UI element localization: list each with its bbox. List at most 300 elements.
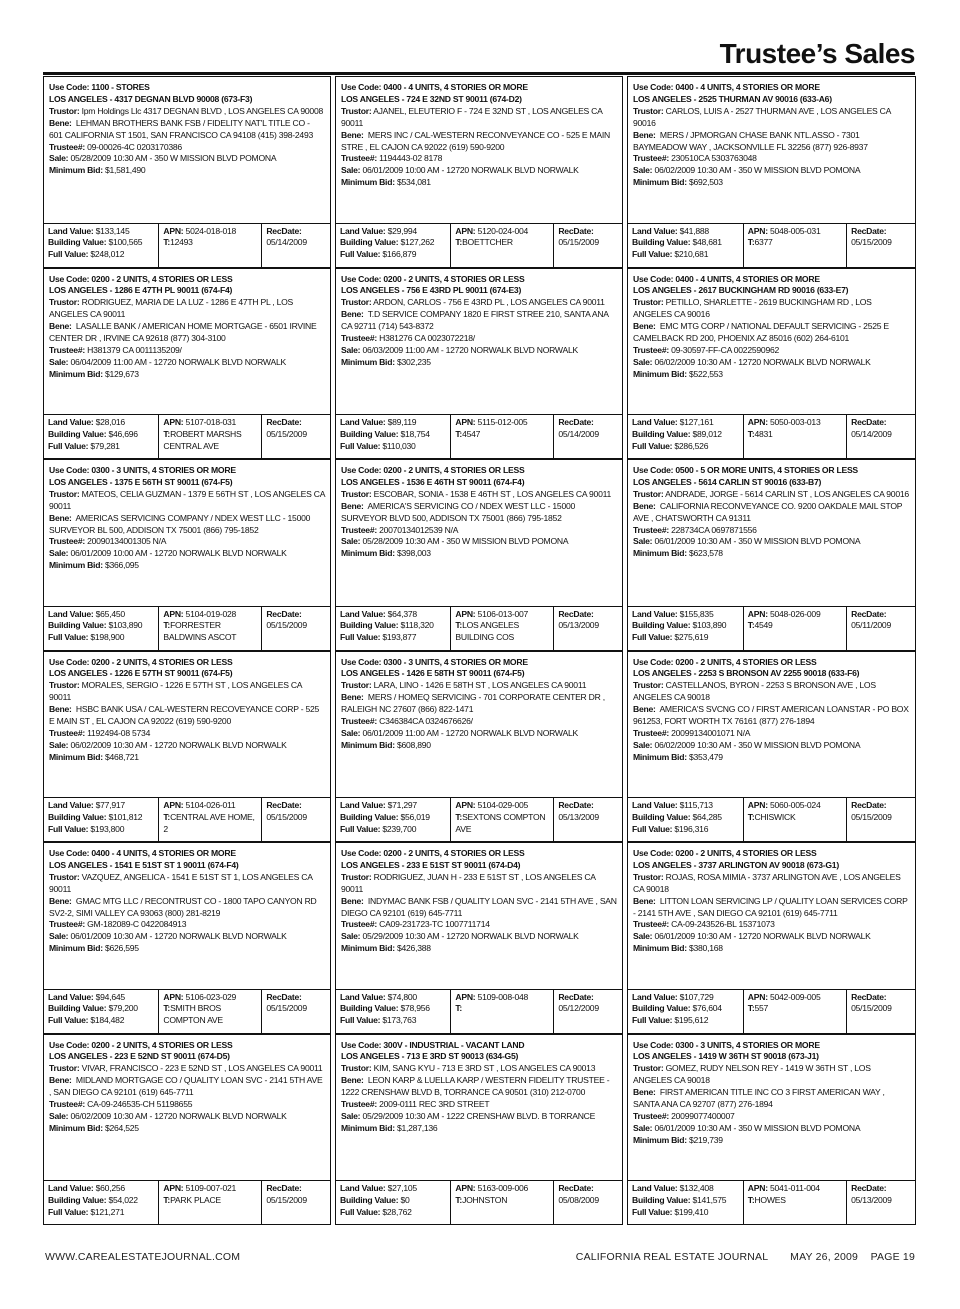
trustor-line bbox=[49, 1063, 325, 1075]
sale-label: Sale: bbox=[49, 153, 69, 164]
listing-values bbox=[336, 414, 622, 458]
trustee-value: 09-00026-4C 0203170386 bbox=[87, 141, 182, 152]
building-value bbox=[48, 429, 155, 441]
listings-grid bbox=[43, 76, 916, 1225]
full-value bbox=[48, 1015, 155, 1027]
recdate-value: 05/14/2009 bbox=[851, 428, 892, 439]
tract-value: CENTRAL AVE HOME, 2 bbox=[163, 811, 255, 834]
bene-line bbox=[341, 309, 617, 333]
land-value-label: Land Value: bbox=[48, 417, 94, 427]
apn-column bbox=[158, 415, 261, 458]
min-bid-line bbox=[633, 752, 910, 764]
use-code: Use Code: 0200 - 2 UNITS, 4 STORIES OR LESS bbox=[341, 465, 525, 475]
trustee-value: CA-09-243526-BL 15371073 bbox=[671, 919, 775, 930]
trustee-value: H381276 CA 0023072218/ bbox=[379, 333, 475, 344]
sale-line bbox=[49, 153, 325, 165]
sale-label: Sale: bbox=[49, 548, 69, 559]
land-value-amount: $133,145 bbox=[95, 225, 130, 236]
apn-value: 5163-009-006 bbox=[477, 1183, 529, 1193]
tract bbox=[163, 620, 258, 644]
values-column bbox=[44, 990, 158, 1033]
listing-values bbox=[44, 989, 330, 1033]
full-value-amount: $239,700 bbox=[382, 823, 417, 834]
trustee-value: 20090134001305 N/A bbox=[87, 536, 167, 547]
trustor-value: CASTELLANOS, BYRON - 2253 S BRONSON AVE , LOS ANGELES CA 90018 bbox=[633, 680, 876, 703]
trustor-label: Trustor: bbox=[49, 680, 80, 691]
land-value bbox=[632, 609, 740, 621]
trustee-line bbox=[633, 919, 910, 931]
sale-line bbox=[49, 1111, 325, 1123]
trustor-value: GOMEZ, RUDY NELSON REY - 1419 W 36TH ST , LOS ANGELES CA 90018 bbox=[633, 1063, 871, 1086]
trustor-value: ROJAS, ROSA MIMIA - 3737 ARLINGTON AVE , LOS ANGELES CA 90018 bbox=[633, 871, 901, 894]
apn-column bbox=[450, 607, 553, 650]
building-value bbox=[340, 1003, 447, 1015]
tract-label: T: bbox=[747, 1194, 755, 1205]
property-address: LOS ANGELES - 233 E 51ST ST 90011 (674-D4) bbox=[341, 859, 521, 870]
recdate-label: RecDate: bbox=[851, 608, 887, 619]
trustor-value: ESCOBAR, SONIA - 1538 E 46TH ST , LOS ANGELES CA 90011 bbox=[373, 488, 612, 499]
full-value-label: Full Value: bbox=[632, 1206, 673, 1217]
apn-column bbox=[450, 798, 553, 841]
apn-value: 5107-018-031 bbox=[185, 417, 237, 427]
tract bbox=[748, 1195, 843, 1207]
listing-info bbox=[628, 77, 915, 189]
tract-value: JOHNSTON bbox=[462, 1194, 508, 1205]
land-value-amount: $127,161 bbox=[679, 417, 714, 427]
full-value bbox=[632, 441, 740, 453]
apn bbox=[455, 992, 550, 1004]
sale-line bbox=[49, 548, 325, 560]
land-value bbox=[632, 417, 740, 429]
recdate-label: RecDate: bbox=[558, 608, 594, 619]
values-column bbox=[336, 1181, 450, 1224]
full-value-label: Full Value: bbox=[632, 249, 673, 260]
building-value-label: Building Value: bbox=[340, 1003, 399, 1014]
land-value-amount: $28,016 bbox=[95, 417, 125, 427]
tract-label: T: bbox=[747, 620, 755, 631]
tract-value: HOWES bbox=[754, 1194, 786, 1205]
trustor-line bbox=[341, 106, 617, 130]
listing-values bbox=[44, 1180, 330, 1224]
recdate-column bbox=[261, 990, 330, 1033]
tract-label: T: bbox=[163, 811, 171, 822]
trustor-value: LARA, LINO - 1426 E 58TH ST , LOS ANGELES CA 90011 bbox=[373, 680, 587, 691]
recdate-label: RecDate: bbox=[558, 800, 594, 810]
full-value bbox=[632, 1207, 740, 1219]
full-value-amount: $121,271 bbox=[90, 1206, 125, 1217]
building-value-label: Building Value: bbox=[48, 428, 107, 439]
trustor-label: Trustor: bbox=[49, 105, 80, 116]
land-value bbox=[340, 609, 447, 621]
full-value-amount: $184,482 bbox=[90, 1015, 125, 1026]
sale-line bbox=[341, 931, 617, 943]
land-value-amount: $107,729 bbox=[679, 991, 714, 1002]
trustor-label: Trustor: bbox=[633, 680, 664, 691]
trustor-line bbox=[633, 1063, 910, 1087]
bene-line bbox=[633, 130, 910, 154]
use-code: Use Code: 0200 - 2 UNITS, 4 STORIES OR LESS bbox=[49, 273, 233, 284]
tract-label: T: bbox=[455, 1194, 463, 1205]
title-rule bbox=[43, 72, 915, 75]
bene-label: Bene: bbox=[49, 117, 72, 128]
sale-line bbox=[633, 165, 910, 177]
full-value bbox=[48, 824, 155, 836]
trustee-value: 20099077400007 bbox=[671, 1110, 735, 1121]
recdate-value: 05/15/2009 bbox=[266, 428, 307, 439]
tract-value: FORRESTER BALDWINS ASCOT bbox=[163, 620, 237, 643]
min-bid-line bbox=[341, 548, 617, 560]
trustee-value: 09-30597-FF-CA 0022590962 bbox=[671, 344, 780, 355]
apn-column bbox=[743, 1181, 846, 1224]
trustee-label: Trustee#: bbox=[633, 919, 669, 930]
use-code: Use Code: 0200 - 2 UNITS, 4 STORIES OR LESS bbox=[341, 848, 525, 858]
building-value-amount: $46,696 bbox=[108, 428, 138, 439]
bene-value: AMERICAS SERVICING COMPANY / NDEX WEST LLC - 15000 SURVEYOR BL 500, ADDISON TX 75001 (866) 795-1852 bbox=[49, 512, 311, 535]
apn-value: 5024-018-018 bbox=[185, 225, 237, 236]
building-value-amount: $54,022 bbox=[108, 1194, 138, 1205]
recdate-column bbox=[553, 990, 622, 1033]
trustor-line bbox=[49, 872, 325, 896]
values-column bbox=[44, 415, 158, 458]
listing-values bbox=[336, 1180, 622, 1224]
recdate-column bbox=[846, 1181, 915, 1224]
min-bid-value: $623,578 bbox=[688, 548, 723, 559]
property-address: LOS ANGELES - 3737 ARLINGTON AV 90018 (673-G1) bbox=[633, 859, 839, 870]
values-column bbox=[336, 607, 450, 650]
trustee-line bbox=[341, 333, 617, 345]
min-bid-line bbox=[49, 560, 325, 572]
apn-column bbox=[743, 224, 846, 267]
full-value bbox=[48, 632, 155, 644]
min-bid-line bbox=[633, 548, 910, 560]
tract bbox=[748, 620, 843, 632]
values-column bbox=[628, 798, 743, 841]
tract bbox=[455, 812, 550, 836]
land-value-label: Land Value: bbox=[340, 225, 386, 236]
building-value bbox=[48, 1003, 155, 1015]
recdate-value: 05/13/2009 bbox=[558, 811, 599, 822]
trustor-value: VIVAR, FRANCISCO - 223 E 52ND ST , LOS ANGELES CA 90011 bbox=[81, 1063, 323, 1074]
sale-line bbox=[633, 1123, 910, 1135]
trustor-label: Trustor: bbox=[341, 680, 372, 691]
min-bid-label: Minimum Bid: bbox=[49, 165, 103, 176]
min-bid-value: $353,479 bbox=[688, 751, 723, 762]
full-value-label: Full Value: bbox=[48, 1206, 89, 1217]
recdate-column bbox=[846, 990, 915, 1033]
min-bid-line bbox=[49, 369, 325, 381]
bene-line bbox=[341, 1075, 617, 1099]
listing-values bbox=[44, 606, 330, 650]
land-value bbox=[340, 992, 447, 1004]
land-value bbox=[48, 992, 155, 1004]
trustor-line bbox=[49, 297, 325, 321]
bene-value: GMAC MTG LLC / RECONTRUST CO - 1800 TAPO CANYON RD SV2-2, SIMI VALLEY CA 93063 (800) 281-8219 bbox=[49, 895, 317, 918]
footer-publication: CALIFORNIA REAL ESTATE JOURNAL bbox=[575, 1251, 769, 1263]
land-value-amount: $94,645 bbox=[95, 991, 125, 1002]
min-bid-label: Minimum Bid: bbox=[341, 739, 395, 750]
trustee-line bbox=[341, 153, 617, 165]
recdate-column bbox=[553, 1181, 622, 1224]
recdate-label: RecDate: bbox=[558, 991, 594, 1002]
apn-column bbox=[450, 415, 553, 458]
building-value-amount: $78,956 bbox=[400, 1003, 430, 1014]
trustor-label: Trustor: bbox=[341, 871, 372, 882]
sale-value: 06/01/2009 10:30 AM - 12720 NORWALK BLVD NORWALK bbox=[70, 931, 287, 942]
use-code: Use Code: 0200 - 2 UNITS, 4 STORIES OR LESS bbox=[49, 656, 233, 667]
use-code: Use Code: 0200 - 2 UNITS, 4 STORIES OR LESS bbox=[633, 656, 817, 667]
apn bbox=[748, 609, 843, 621]
use-code: Use Code: 0300 - 3 UNITS, 4 STORIES OR MORE bbox=[633, 1039, 820, 1050]
building-value bbox=[632, 812, 740, 824]
land-value-label: Land Value: bbox=[340, 1183, 386, 1193]
tract bbox=[748, 812, 843, 824]
sale-label: Sale: bbox=[49, 739, 69, 750]
listing-values bbox=[628, 797, 915, 841]
trustee-line bbox=[49, 536, 325, 548]
apn bbox=[163, 417, 258, 429]
recdate-value: 05/12/2009 bbox=[558, 1003, 599, 1014]
full-value-amount: $193,800 bbox=[90, 823, 125, 834]
sale-label: Sale: bbox=[633, 739, 653, 750]
trustee-value: H381379 CA 0011135209/ bbox=[87, 344, 182, 355]
trustor-value: CARLOS, LUIS A - 2527 THURMAN AVE , LOS ANGELES CA 90016 bbox=[633, 105, 891, 128]
apn-value: 5120-024-004 bbox=[477, 225, 529, 236]
full-value bbox=[340, 249, 447, 261]
land-value-label: Land Value: bbox=[340, 991, 386, 1002]
sale-label: Sale: bbox=[633, 1122, 653, 1133]
full-value-amount: $286,526 bbox=[674, 440, 709, 451]
trustor-value: MATEOS, CELIA GUZMAN - 1379 E 56TH ST , LOS ANGELES CA 90011 bbox=[49, 488, 325, 511]
min-bid-value: $692,503 bbox=[688, 177, 723, 188]
listing-info bbox=[628, 460, 915, 560]
bene-label: Bene: bbox=[341, 895, 364, 906]
trustee-label: Trustee#: bbox=[341, 919, 377, 930]
values-column bbox=[336, 798, 450, 841]
building-value bbox=[340, 620, 447, 632]
bene-value: FIRST AMERICAN TITLE INC CO 3 FIRST AMERICAN WAY , SANTA ANA CA 92707 (877) 276-1894 bbox=[633, 1087, 885, 1110]
tract-value: SMITH BROS COMPTON AVE bbox=[163, 1003, 223, 1026]
listing-info bbox=[336, 269, 622, 369]
land-value-label: Land Value: bbox=[632, 225, 678, 236]
listing-values bbox=[336, 989, 622, 1033]
tract-label: T: bbox=[455, 620, 463, 631]
trustee-value: 1192494-08 5734 bbox=[87, 727, 151, 738]
apn-value: 5106-023-029 bbox=[185, 991, 237, 1002]
tract-label: T: bbox=[747, 1003, 755, 1014]
trustor-label: Trustor: bbox=[49, 1063, 80, 1074]
sale-label: Sale: bbox=[633, 356, 653, 367]
property-address: LOS ANGELES - 2525 THURMAN AV 90016 (633-A6) bbox=[633, 93, 832, 104]
recdate-value: 05/15/2009 bbox=[266, 1194, 307, 1205]
trustee-label: Trustee#: bbox=[633, 344, 669, 355]
recdate-label: RecDate: bbox=[266, 608, 302, 619]
apn-value: 5048-005-031 bbox=[769, 225, 821, 236]
trustee-line bbox=[633, 728, 910, 740]
recdate-column bbox=[846, 798, 915, 841]
tract-label: T: bbox=[163, 237, 171, 248]
trustee-label: Trustee#: bbox=[633, 727, 669, 738]
land-value-amount: $132,408 bbox=[679, 1183, 714, 1193]
property-address: LOS ANGELES - 1419 W 36TH ST 90018 (673-J1) bbox=[633, 1051, 819, 1062]
full-value-label: Full Value: bbox=[340, 632, 381, 643]
land-value-label: Land Value: bbox=[48, 1183, 94, 1193]
full-value-label: Full Value: bbox=[48, 440, 89, 451]
listing-info bbox=[336, 652, 622, 752]
use-code: Use Code: 0400 - 4 UNITS, 4 STORIES OR MORE bbox=[633, 273, 820, 284]
min-bid-label: Minimum Bid: bbox=[633, 943, 687, 954]
apn bbox=[748, 226, 843, 238]
trustor-line bbox=[341, 680, 617, 692]
min-bid-value: $522,553 bbox=[688, 368, 723, 379]
bene-label: Bene: bbox=[49, 512, 72, 523]
bene-line bbox=[49, 321, 325, 345]
sale-label: Sale: bbox=[49, 931, 69, 942]
min-bid-line bbox=[341, 357, 617, 369]
apn-label: APN: bbox=[747, 225, 768, 236]
full-value bbox=[340, 441, 447, 453]
building-value bbox=[48, 812, 155, 824]
min-bid-label: Minimum Bid: bbox=[49, 560, 103, 571]
land-value-label: Land Value: bbox=[48, 608, 94, 619]
sale-label: Sale: bbox=[341, 727, 361, 738]
building-value-amount: $0 bbox=[400, 1194, 410, 1205]
full-value-amount: $248,012 bbox=[90, 249, 125, 260]
min-bid-value: $1,287,136 bbox=[396, 1122, 438, 1133]
full-value-amount: $110,030 bbox=[382, 440, 416, 451]
land-value bbox=[48, 1183, 155, 1195]
full-value bbox=[340, 1207, 447, 1219]
trustee-value: 20099134001071 N/A bbox=[671, 727, 751, 738]
trustee-line bbox=[341, 1099, 617, 1111]
recdate-label: RecDate: bbox=[851, 417, 887, 427]
recdate-column bbox=[553, 798, 622, 841]
use-code: Use Code: 0300 - 3 UNITS, 4 STORIES OR MORE bbox=[341, 656, 528, 667]
listing-card bbox=[43, 76, 331, 268]
trustor-line bbox=[633, 297, 910, 321]
tract bbox=[163, 812, 258, 836]
trustor-label: Trustor: bbox=[49, 297, 80, 308]
tract-value: CHISWICK bbox=[754, 811, 796, 822]
full-value-label: Full Value: bbox=[632, 1015, 673, 1026]
full-value-amount: $166,879 bbox=[382, 249, 417, 260]
building-value-amount: $48,681 bbox=[692, 237, 722, 248]
bene-label: Bene: bbox=[633, 895, 656, 906]
bene-value: EMC MTG CORP / NATIONAL DEFAULT SERVICING - 2525 E CAMELBACK RD 200, PHOENIX AZ 85016 (602) 264-6101 bbox=[633, 321, 889, 344]
full-value bbox=[632, 632, 740, 644]
tract-label: T: bbox=[163, 428, 171, 439]
apn-column bbox=[158, 798, 261, 841]
sale-value: 05/28/2009 10:30 AM - 350 W MISSION BLVD POMONA bbox=[70, 153, 277, 164]
apn-value: 5109-007-021 bbox=[185, 1183, 237, 1193]
building-value-label: Building Value: bbox=[340, 811, 399, 822]
trustor-line bbox=[633, 106, 910, 130]
land-value bbox=[632, 1183, 740, 1195]
sale-label: Sale: bbox=[49, 1110, 69, 1121]
trustor-line bbox=[341, 489, 617, 501]
values-column bbox=[336, 415, 450, 458]
min-bid-label: Minimum Bid: bbox=[49, 1122, 103, 1133]
trustee-line bbox=[49, 919, 325, 931]
land-value bbox=[48, 417, 155, 429]
building-value-amount: $18,754 bbox=[400, 428, 430, 439]
trustor-value: RODRIGUEZ, JUAN H - 233 E 51ST ST , LOS ANGELES CA 90011 bbox=[341, 871, 596, 894]
footer-page: PAGE 19 bbox=[870, 1251, 915, 1263]
listing-info bbox=[44, 460, 330, 572]
full-value-label: Full Value: bbox=[340, 823, 381, 834]
recdate-label: RecDate: bbox=[851, 1183, 887, 1193]
apn-column bbox=[743, 990, 846, 1033]
trustee-line bbox=[341, 525, 617, 537]
bene-label: Bene: bbox=[341, 129, 364, 140]
recdate-value: 05/08/2009 bbox=[558, 1194, 599, 1205]
building-value-amount: $141,575 bbox=[692, 1194, 727, 1205]
land-value-label: Land Value: bbox=[340, 417, 386, 427]
min-bid-value: $608,890 bbox=[396, 739, 431, 750]
trustee-label: Trustee#: bbox=[633, 524, 669, 535]
listing-info bbox=[44, 843, 330, 955]
tract-label: T: bbox=[455, 811, 463, 822]
use-code: Use Code: 300V - INDUSTRIAL - VACANT LAND bbox=[341, 1039, 525, 1050]
apn-value: 5104-029-005 bbox=[477, 800, 529, 810]
min-bid-line bbox=[341, 943, 617, 955]
building-value-label: Building Value: bbox=[632, 428, 691, 439]
values-column bbox=[628, 990, 743, 1033]
listing-card bbox=[627, 842, 916, 1034]
trustee-value: 1194443-02 8178 bbox=[379, 153, 443, 164]
recdate-label: RecDate: bbox=[851, 991, 887, 1002]
apn-label: APN: bbox=[455, 991, 476, 1002]
land-value-amount: $27,105 bbox=[387, 1183, 417, 1193]
min-bid-value: $264,525 bbox=[104, 1122, 139, 1133]
recdate-value: 05/15/2009 bbox=[266, 620, 307, 631]
property-address: LOS ANGELES - 713 E 3RD ST 90013 (634-G5) bbox=[341, 1051, 519, 1062]
building-value-label: Building Value: bbox=[340, 1194, 399, 1205]
min-bid-line bbox=[633, 369, 910, 381]
apn-label: APN: bbox=[163, 991, 184, 1002]
full-value-amount: $193,877 bbox=[382, 632, 417, 643]
trustor-label: Trustor: bbox=[633, 1063, 664, 1074]
values-column bbox=[336, 990, 450, 1033]
tract-value: BOETTCHER bbox=[462, 237, 513, 248]
land-value-amount: $115,713 bbox=[679, 800, 713, 810]
bene-line bbox=[49, 704, 325, 728]
trustee-label: Trustee#: bbox=[341, 1099, 377, 1110]
sale-value: 06/04/2009 11:00 AM - 12720 NORWALK BLVD NORWALK bbox=[70, 356, 286, 367]
listing-info bbox=[336, 460, 622, 560]
recdate-value: 05/15/2009 bbox=[558, 237, 599, 248]
recdate-label: RecDate: bbox=[851, 800, 887, 810]
trustee-line bbox=[341, 919, 617, 931]
building-value-label: Building Value: bbox=[632, 811, 691, 822]
recdate-value: 05/13/2009 bbox=[851, 1194, 892, 1205]
apn-value: 5106-013-007 bbox=[477, 608, 529, 619]
trustee-line bbox=[49, 1099, 325, 1111]
tract-label: T: bbox=[455, 428, 463, 439]
bene-label: Bene: bbox=[633, 129, 656, 140]
bene-line bbox=[633, 501, 910, 525]
apn-column bbox=[158, 1181, 261, 1224]
sale-value: 06/01/2009 11:00 AM - 12720 NORWALK BLVD NORWALK bbox=[362, 727, 578, 738]
listing-info bbox=[336, 1035, 622, 1135]
apn bbox=[163, 992, 258, 1004]
trustee-value: C346384CA 0324676626/ bbox=[379, 716, 473, 727]
apn-label: APN: bbox=[163, 1183, 184, 1193]
min-bid-value: $534,081 bbox=[396, 177, 431, 188]
listing-values bbox=[628, 414, 915, 458]
property-address: LOS ANGELES - 223 E 52ND ST 90011 (674-D5) bbox=[49, 1051, 230, 1062]
recdate-value: 05/14/2009 bbox=[266, 237, 307, 248]
property-address: LOS ANGELES - 2253 S BRONSON AV 2255 90018 (633-F6) bbox=[633, 668, 860, 679]
